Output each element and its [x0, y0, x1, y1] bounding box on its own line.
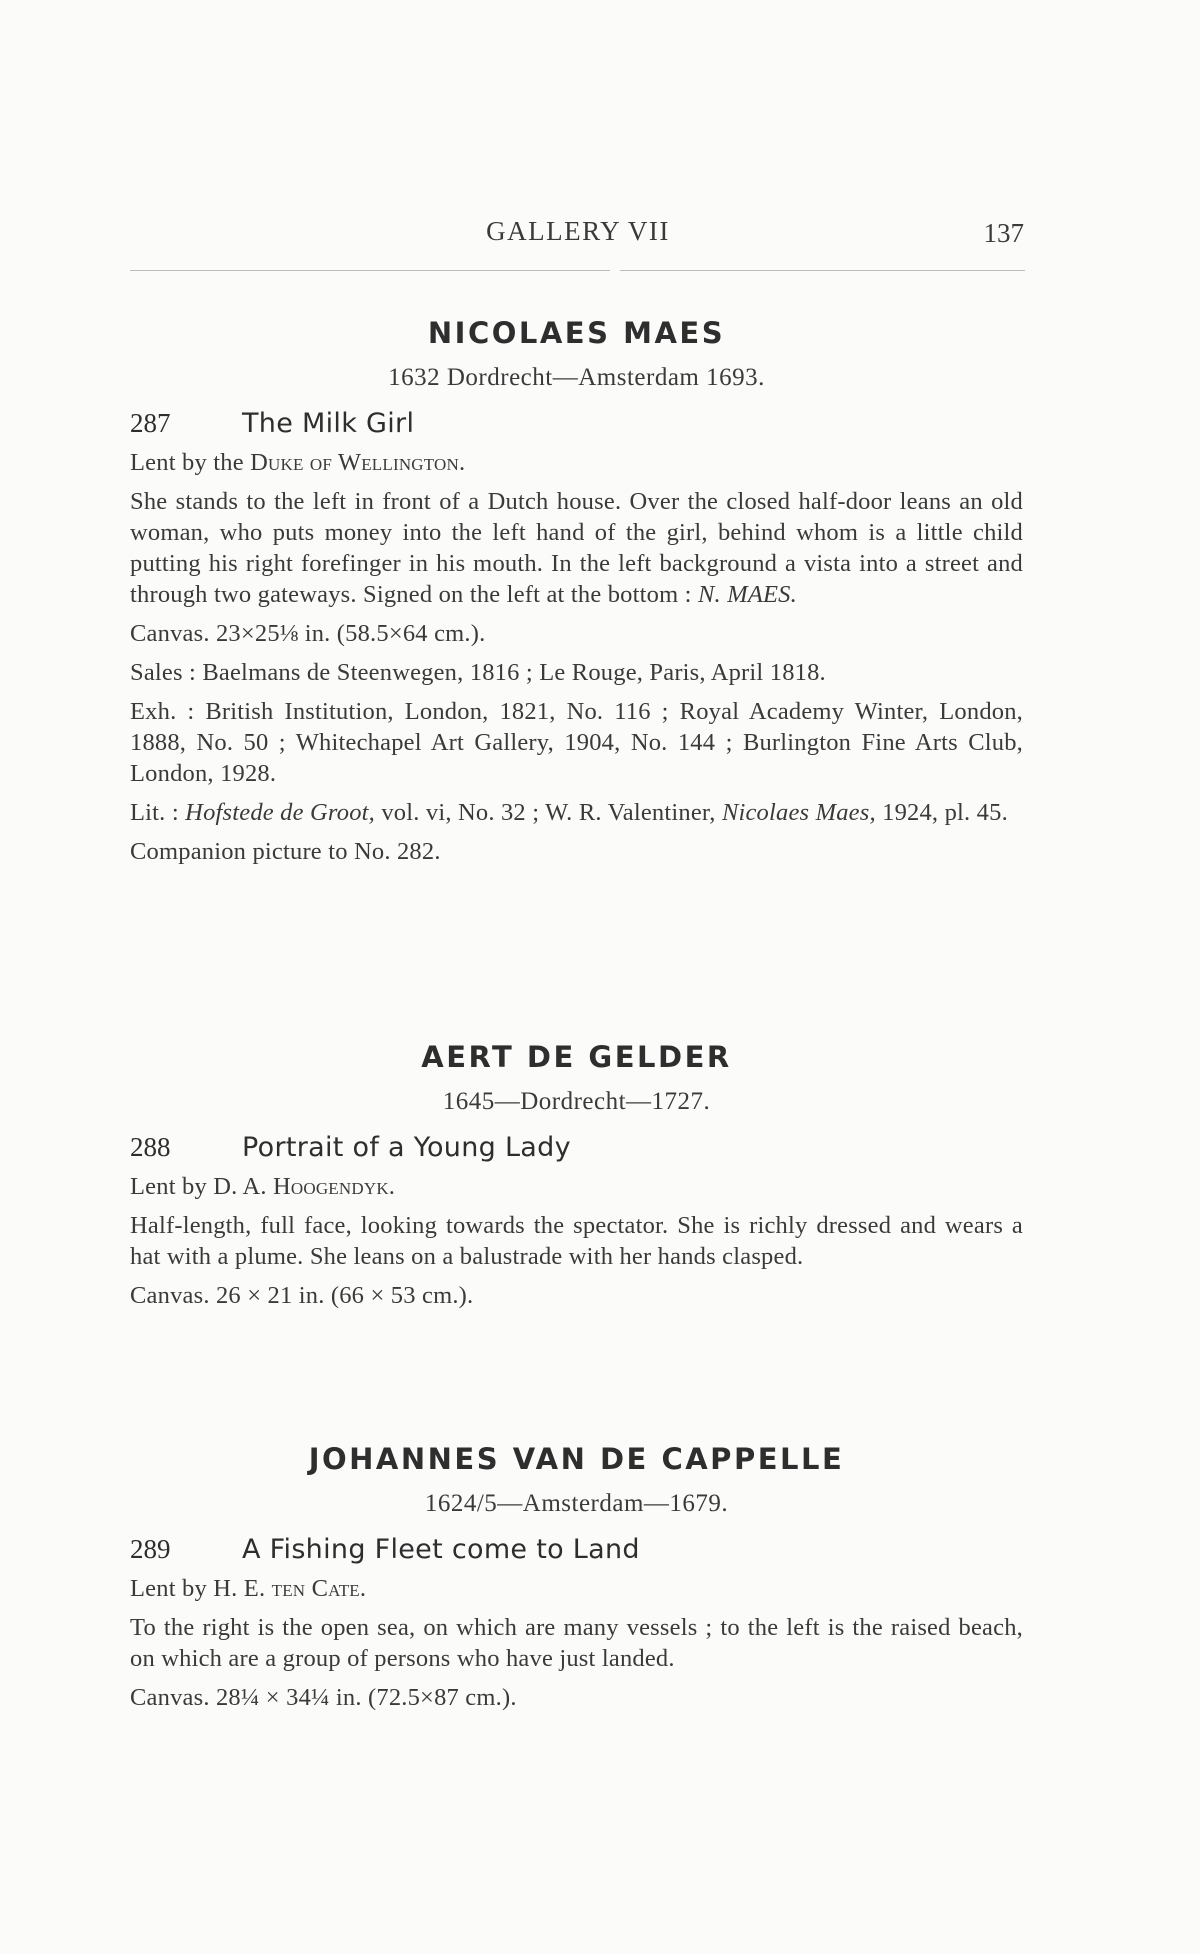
lender-prefix: Lent by	[130, 1575, 214, 1602]
lit-reference-2: Nicolaes Maes,	[721, 799, 876, 826]
description: Half-length, full face, looking towards the spectator. She is richly dressed and wears a hat with a plume. She leans on a balustrade with her hands clasped.	[130, 1212, 1023, 1270]
page-number: 137	[983, 218, 1024, 248]
header-rule-left	[130, 270, 610, 271]
description	[130, 486, 1023, 610]
artist-dates: 1645—Dordrecht—1727.	[442, 1088, 711, 1115]
lender-line	[130, 1573, 1023, 1604]
lit-end: 1924, pl. 45.	[882, 799, 1008, 826]
lender-prefix: Lent by	[130, 1173, 214, 1200]
lender-prefix: Lent by the	[130, 449, 251, 476]
entry-heading	[130, 1534, 1023, 1565]
artist-dates: 1624/5—Amsterdam—1679.	[424, 1490, 729, 1517]
lit-middle: vol. vi, No. 32 ; W. R. Valentiner,	[381, 799, 716, 826]
sales-history: Sales : Baelmans de Steenwegen, 1816 ; Le Rouge, Paris, April 1818.	[130, 659, 826, 686]
lender-name: H. E. ten Cate.	[213, 1575, 367, 1602]
lit-prefix: Lit. :	[130, 799, 179, 826]
companion-note: Companion picture to No. 282.	[130, 838, 441, 865]
lit-reference-1: Hofstede de Groot,	[185, 799, 375, 826]
artist-name: AERT DE GELDER	[421, 1040, 732, 1074]
canvas-dimensions: Canvas. 23×25⅛ in. (58.5×64 cm.).	[130, 620, 486, 647]
description: To the right is the open sea, on which are many vessels ; to the left is the raised beach, on which are a group of persons who have just landed.	[130, 1614, 1023, 1672]
entry-heading	[130, 1132, 1023, 1163]
description-text: She stands to the left in front of a Dutch house. Over the closed half-door leans an old woman, who puts money into the left hand of the girl, behind whom is a little child putting his right forefinger in his mouth. In the left background a vista into a street and through two gateways. Signed on the left at the bottom :	[130, 488, 1023, 608]
literature	[130, 797, 1023, 828]
artist-name: JOHANNES VAN DE CAPPELLE	[308, 1442, 845, 1476]
artist-name: NICOLAES MAES	[427, 316, 726, 350]
lender-name: D. A. Hoogendyk.	[213, 1173, 396, 1200]
painting-title: Portrait of a Young Lady	[242, 1132, 571, 1163]
canvas-dimensions: Canvas. 26 × 21 in. (66 × 53 cm.).	[130, 1282, 474, 1309]
catalogue-entry-287	[130, 316, 1023, 867]
lender-line	[130, 1171, 1023, 1202]
lender-name: Duke of Wellington.	[250, 449, 466, 476]
catalogue-entry-288	[130, 1040, 1023, 1311]
artist-dates: 1632 Dordrecht—Amsterdam 1693.	[388, 364, 765, 391]
painting-title: The Milk Girl	[242, 408, 415, 439]
running-head: GALLERY VII	[486, 216, 670, 246]
signature: N. MAES.	[698, 581, 797, 608]
catalogue-number: 288	[130, 1132, 171, 1162]
exhibition-history: Exh. : British Institution, London, 1821, No. 116 ; Royal Academy Winter, London, 1888, No. 50 ; Whitechapel Art Gallery, 1904, No. 144 ; Burlington Fine Arts Club, London, 1928.	[130, 698, 1023, 787]
catalogue-number: 287	[130, 408, 171, 438]
catalogue-entry-289	[130, 1442, 1023, 1713]
lender-line	[130, 447, 1023, 478]
catalogue-number: 289	[130, 1534, 171, 1564]
page-header	[130, 214, 1026, 254]
header-rule-right	[620, 270, 1025, 271]
canvas-dimensions: Canvas. 28¼ × 34¼ in. (72.5×87 cm.).	[130, 1684, 517, 1711]
painting-title: A Fishing Fleet come to Land	[242, 1534, 640, 1565]
entry-heading	[130, 408, 1023, 439]
